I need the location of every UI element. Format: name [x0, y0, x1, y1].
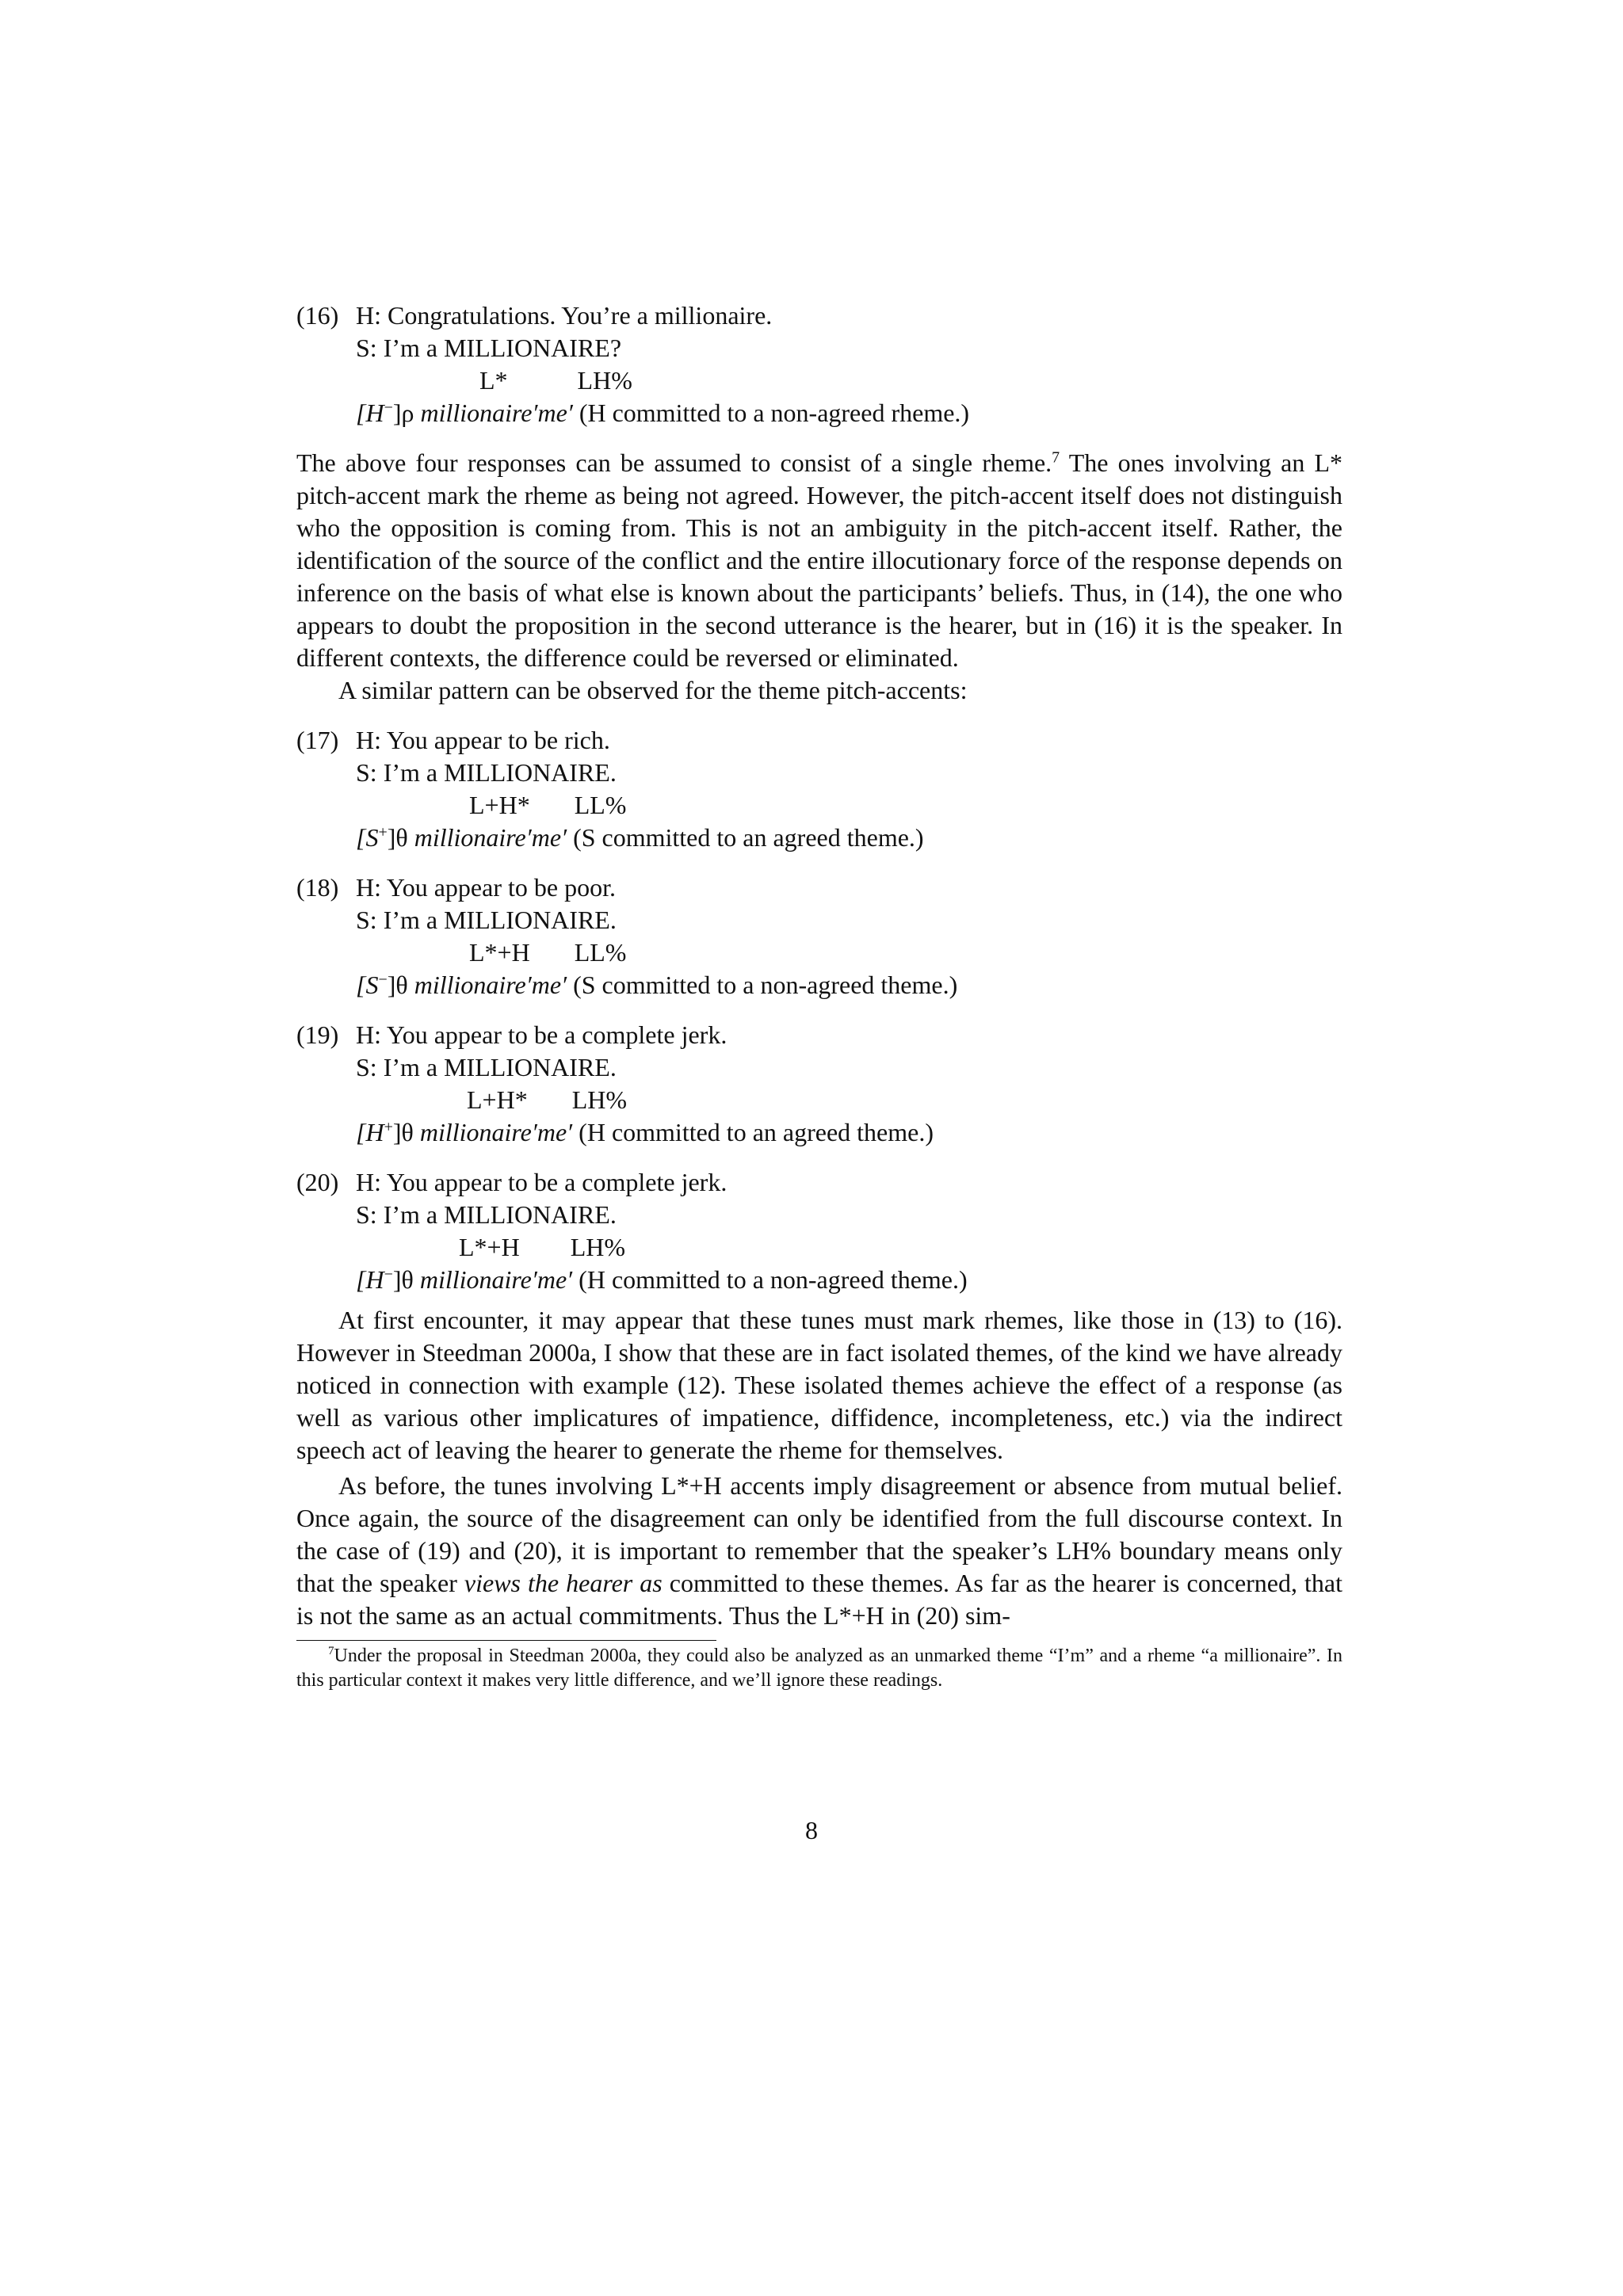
example-16	[296, 299, 1342, 429]
body-paragraph: A similar pattern can be observed for the theme pitch-accents:	[338, 676, 968, 704]
footnote-mark: 7	[1052, 448, 1060, 467]
example-number: (16)	[296, 301, 339, 330]
example-number: (18)	[296, 873, 339, 902]
example-line-hearer: H: You appear to be a complete jerk.	[356, 1168, 727, 1196]
semantic-annotation: [H−]θ millionaire′me′ (H committed to a non-agreed theme.)	[356, 1265, 968, 1294]
example-line-speaker: S: I’m a MILLIONAIRE.	[356, 1200, 617, 1229]
pitch-accent-annotation: L* LH%	[479, 366, 632, 395]
example-line-speaker: S: I’m a MILLIONAIRE.	[356, 1053, 617, 1081]
pitch-accent-annotation: L*+H LH%	[459, 1233, 626, 1261]
semantic-annotation: [S−]θ millionaire′me′ (S committed to a non-agreed theme.)	[356, 971, 958, 999]
body-paragraph: The above four responses can be assumed to consist of a single rheme.$^7$ The ones involving an L* pitch-accent mark the rheme as being not agreed. However, the pitch-accent itself does not distinguish who the opposition is coming from. This is not an ambiguity in the pitch-accent itself. Rather, the identification of the source of the conflict and the entire illocutionary force of the response depends on inference on the basis of what else is known about the participants’ beliefs. Thus, in (14), the one who appears to doubt the proposition in the second utterance is the hearer, but in (16) it is the speaker. In different contexts, the difference could be reversed or eliminated.	[296, 448, 1343, 672]
example-19	[296, 1019, 1342, 1149]
example-18	[296, 871, 1342, 1001]
body-paragraph: As before, the tunes involving L*+H accents imply disagreement or absence from mutual belief. Once again, the source of the disagreement can only be identified from the full discourse context. In the case of (19) and (20), it is important to remember that the speaker’s LH% boundary means only that the speaker views the hearer as committed to these themes. As far as the hearer is concerned, that is not the same as an actual commitments. Thus the L*+H in (20) sim-	[296, 1471, 1343, 1630]
semantic-annotation: [H−]ρ millionaire′me′ (H committed to a non-agreed rheme.)	[356, 399, 970, 427]
example-number: (17)	[296, 726, 339, 754]
example-line-hearer: H: You appear to be a complete jerk.	[356, 1020, 727, 1049]
example-line-speaker: S: I’m a MILLIONAIRE?	[356, 334, 622, 362]
example-line-hearer: H: Congratulations. You’re a millionaire.	[356, 301, 773, 330]
pitch-accent-annotation: L*+H LL%	[469, 938, 627, 967]
example-line-speaker: S: I’m a MILLIONAIRE.	[356, 758, 617, 787]
body-paragraph: At first encounter, it may appear that these tunes must mark rhemes, like those in (13) to (16). However in Steedman 2000a, I show that these are in fact isolated themes, of the kind we have already noticed in connection with example (12). These isolated themes achieve the effect of a response (as well as various other implicatures of impatience, diffidence, incompleteness, etc.) via the indirect speech act of leaving the hearer to generate the rheme for themselves.	[296, 1306, 1342, 1464]
page-number: 8	[805, 1816, 818, 1844]
pitch-accent-annotation: L+H* LL%	[469, 791, 627, 819]
pitch-accent-annotation: L+H* LH%	[467, 1085, 628, 1114]
semantic-annotation: [H+]θ millionaire′me′ (H committed to an agreed theme.)	[356, 1118, 934, 1146]
paper-page	[296, 299, 1342, 1693]
example-line-hearer: H: You appear to be poor.	[356, 873, 616, 902]
footnote-rule	[296, 1640, 716, 1641]
example-17	[296, 724, 1342, 854]
example-number: (19)	[296, 1020, 339, 1049]
example-line-hearer: H: You appear to be rich.	[356, 726, 610, 754]
example-line-speaker: S: I’m a MILLIONAIRE.	[356, 906, 617, 934]
footnote: $^7$Under the proposal in Steedman 2000a, they could also be analyzed as an unmarked theme “I’m” and a rheme “a millionaire”. In this particular context it makes very little difference, and we’ll ignore these readings.	[296, 1645, 1342, 1691]
footnote-mark: 7	[328, 1645, 334, 1657]
example-20	[296, 1166, 1342, 1296]
example-number: (20)	[296, 1168, 339, 1196]
semantic-annotation: [S+]θ millionaire′me′ (S committed to an agreed theme.)	[356, 823, 924, 852]
